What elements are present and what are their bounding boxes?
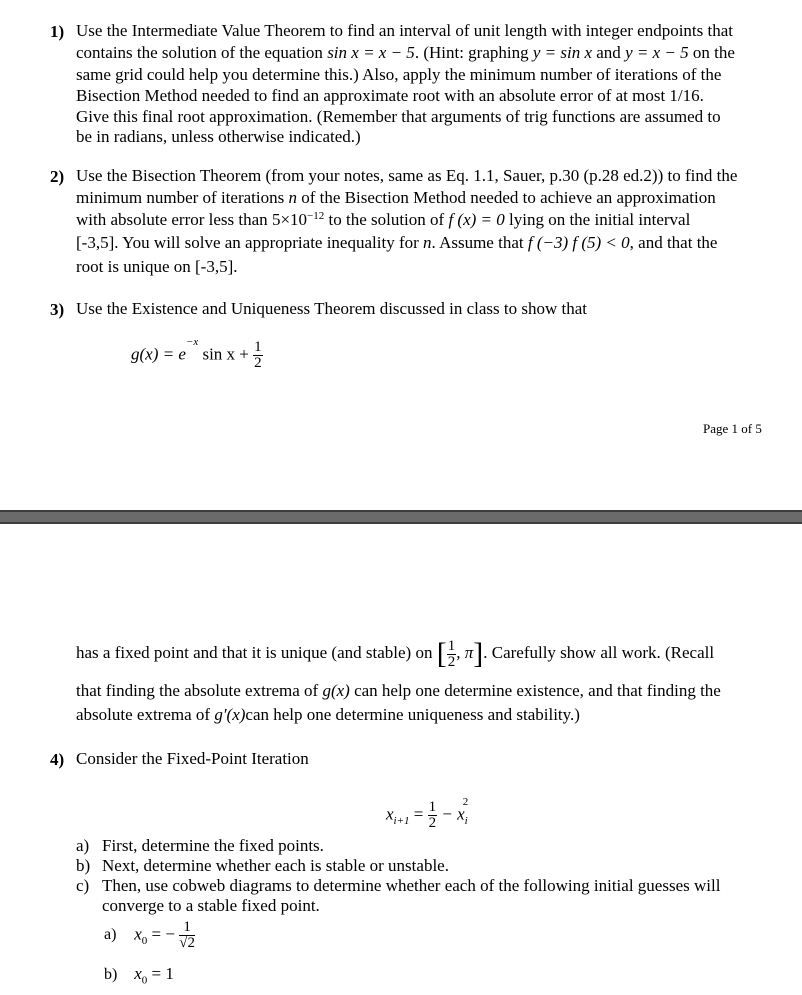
problem-4-number: 4) xyxy=(50,750,65,769)
problem-1-line-6: be in radians, unless otherwise indicated.) xyxy=(76,127,361,146)
problem-3-cont-line-2: that finding the absolute extrema of g(x) can help one determine existence, and that finding the xyxy=(76,681,721,700)
problem-1-line-2: contains the solution of the equation sin x = x − 5. (Hint: graphing y = sin x and y = x − 5 on the xyxy=(76,43,735,62)
problem-4-line-1: Consider the Fixed-Point Iteration xyxy=(76,749,309,768)
page-divider xyxy=(0,510,802,524)
problem-4-item-b: b) Next, determine whether each is stable or unstable. xyxy=(76,856,449,875)
problem-1-line-1: Use the Intermediate Value Theorem to find an interval of unit length with integer endpoints that xyxy=(76,21,733,40)
problem-4-equation: $x_{i+1}$ = $\frac{1}{2}$ − $x_i^2$ xyxy=(386,796,469,831)
problem-2-line-4: [-3,5]. You will solve an appropriate inequality for n. Assume that f (−3) f (5) < 0, and that the xyxy=(76,233,718,252)
problem-2-number: 2) xyxy=(50,167,65,186)
problem-1-line-4: Bisection Method needed to find an approximate root with an absolute error of at most 1/16. xyxy=(76,86,704,105)
problem-4-subitem-b: b) $x_0 = 1$ xyxy=(104,964,174,987)
page-number: Page 1 of 5 xyxy=(703,421,762,436)
problem-2-line-1: Use the Bisection Theorem (from your notes, same as Eq. 1.1, Sauer, p.30 (p.28 ed.2)) to find the xyxy=(76,166,738,185)
problem-3-cont-line-3: absolute extrema of g′(x)can help one determine uniqueness and stability.) xyxy=(76,705,580,724)
problem-2-line-2: minimum number of iterations n of the Bisection Method needed to achieve an approximation xyxy=(76,188,716,207)
problem-3-line-1: Use the Existence and Uniqueness Theorem discussed in class to show that xyxy=(76,299,587,318)
problem-3-equation: $g(x) = e^{-x}$ sin x + $\frac{1}{2}$ xyxy=(131,336,262,371)
problem-3-cont-line-1: has a fixed point and that it is unique (and stable) on [ $\frac{1}{2}$ , π]. Carefully show all work. (Recall xyxy=(76,637,715,671)
problem-4-item-a: a) First, determine the fixed points. xyxy=(76,836,324,855)
problem-1-line-5: Give this final root approximation. (Remember that arguments of trig functions are assumed to xyxy=(76,107,721,126)
problem-3-number: 3) xyxy=(50,300,65,319)
problem-4-subitem-a: a) $x_0$ = − $\frac{1}{√2}$ xyxy=(104,919,195,951)
problem-1-number: 1) xyxy=(50,22,65,41)
problem-1-line-3: same grid could help you determine this.) Also, apply the minimum number of iterations of the xyxy=(76,65,722,84)
problem-2-line-3: with absolute error less than $5\times 10^{-12}$ to the solution of f (x) = 0 lying on the initial interval xyxy=(76,210,691,229)
problem-2-line-5: root is unique on [-3,5]. xyxy=(76,257,238,276)
problem-4-item-c-line-2: converge to a stable fixed point. xyxy=(102,896,320,915)
problem-4-item-c-line-1: c) Then, use cobweb diagrams to determine whether each of the following initial guesses will xyxy=(76,876,721,895)
